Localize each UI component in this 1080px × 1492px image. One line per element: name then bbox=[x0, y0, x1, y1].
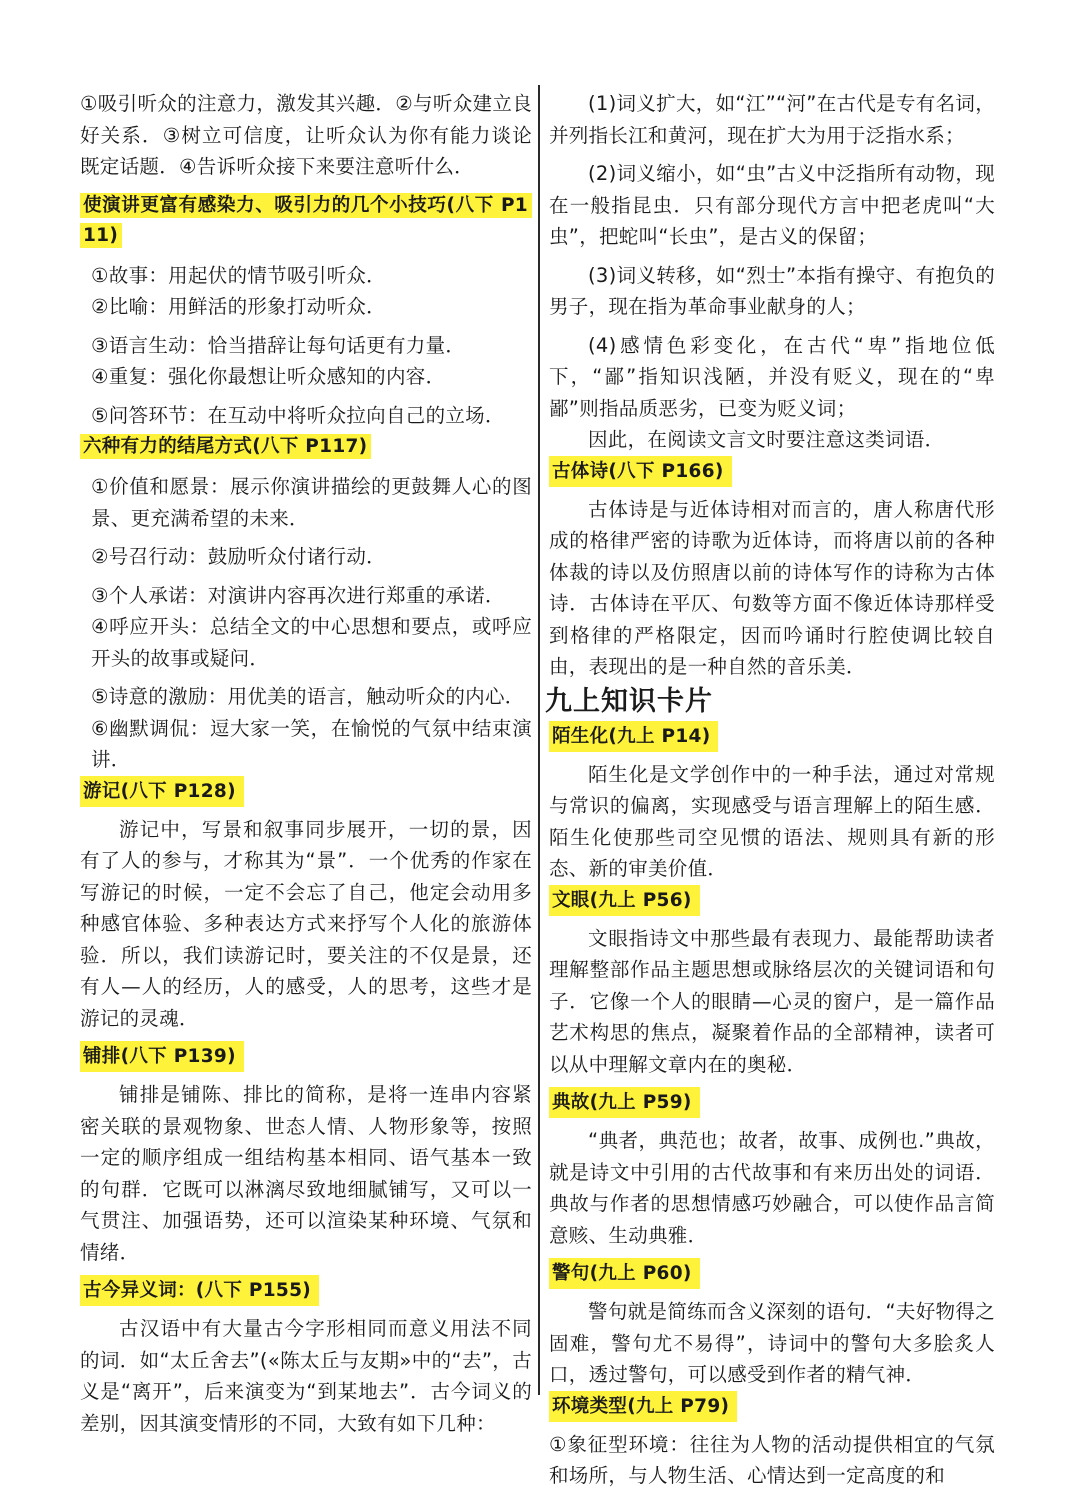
speech-opening-purposes: ①吸引听众的注意力，激发其兴趣．②与听众建立良好关系．③树立可信度，让听众认为你有能力谈论既定话题．④告诉听众接下来要注意听什么． bbox=[80, 92, 532, 178]
heading-gujin bbox=[80, 1275, 532, 1306]
column-divider bbox=[538, 85, 540, 1395]
list-item: ①故事：用起伏的情节吸引听众． bbox=[91, 263, 386, 287]
list-item: ⑤诗意的激励：用优美的语言，触动听众的内心． bbox=[91, 685, 525, 708]
heading-speech-skills bbox=[80, 190, 532, 250]
heading-wenyan bbox=[549, 885, 995, 916]
jingju-paragraph: 警句就是简练而含义深刻的语句．“夫好物得之固难，警句尤不易得”，诗词中的警句大多脍炙人口，透过警句，可以感受到作者的精气神． bbox=[549, 1300, 995, 1386]
speech-skills-list bbox=[80, 260, 532, 432]
heading-huanjing bbox=[549, 1391, 995, 1422]
heading-mosheng-text: 陌生化(九上 P14) bbox=[549, 721, 718, 752]
speech-endings-list bbox=[80, 471, 532, 776]
heading-huanjing-text: 环境类型(九上 P79) bbox=[549, 1391, 737, 1422]
word-meaning-shift: (3)词义转移，如“烈士”本指有操守、有抱负的男子，现在指为革命事业献身的人； bbox=[549, 263, 995, 318]
heading-diangu bbox=[549, 1087, 995, 1118]
gujin-paragraph: 古汉语中有大量古今字形相同而意义用法不同的词．如“太丘舍去”(«陈太丘与友期»中的“去”，古义是“离开”，后来演变为“到某地去”．古今词义的差别，因其演变情形的不同，大致有如下几种： bbox=[80, 1317, 532, 1435]
heading-wenyan-text: 文眼(九上 P56) bbox=[549, 885, 700, 916]
right-column bbox=[545, 88, 995, 1492]
mosheng-paragraph: 陌生化是文学创作中的一种手法，通过对常规与常识的偏离，实现感受与语言理解上的陌生感．陌生化使那些司空见惯的语法、规则具有新的形态、新的审美价值． bbox=[549, 762, 995, 880]
word-meaning-sentiment: (4)感情色彩变化，在古代“卑”指地位低下，“鄙”指知识浅陋，并没有贬义，现在的“卑鄙”则指品质恶劣，已变为贬义词； bbox=[549, 333, 995, 420]
heading-travel-notes-text: 游记(八下 P128) bbox=[80, 776, 244, 807]
heading-mosheng bbox=[549, 721, 995, 752]
heading-gujin-text: 古今异义词：(八下 P155) bbox=[80, 1275, 319, 1306]
heading-pupai bbox=[80, 1041, 532, 1072]
wenyan-paragraph: 文眼指诗文中那些最有表现力、最能帮助读者理解整部作品主题思想或脉络层次的关键词语和句子．它像一个人的眼睛—心灵的窗户，是一篇作品艺术构思的焦点，凝聚着作品的全部精神，读者可以从中理解文章内在的奥秘． bbox=[549, 926, 995, 1076]
heading-speech-skills-text: 使演讲更富有感染力、吸引力的几个小技巧(八下 P111) bbox=[80, 193, 532, 248]
list-item: ③语言生动：恰当措辞让每句话更有力量． bbox=[91, 333, 466, 357]
heading-jingju-text: 警句(九上 P60) bbox=[549, 1258, 700, 1289]
list-item: ②比喻：用鲜活的形象打动听众． bbox=[91, 295, 386, 318]
heading-jingju bbox=[549, 1258, 995, 1289]
heading-speech-endings bbox=[80, 431, 532, 461]
left-column bbox=[80, 88, 532, 1439]
list-item: ⑥幽默调侃：逗大家一笑，在愉悦的气氛中结束演讲． bbox=[91, 716, 532, 771]
heading-speech-endings-text: 六种有力的结尾方式(八下 P117) bbox=[80, 434, 371, 459]
list-item: ①价值和愿景：展示你演讲描绘的更鼓舞人心的图景、更充满希望的未来． bbox=[91, 475, 532, 530]
word-meaning-narrowing: (2)词义缩小，如“虫”古义中泛指所有动物，现在一般指昆虫．只有部分现代方言中把老虎叫“大虫”，把蛇叫“长虫”，是古义的保留； bbox=[549, 162, 995, 248]
heading-guti bbox=[549, 456, 995, 487]
huanjing-item-1: ①象征型环境：往往为人物的活动提供相宜的气氛和场所，与人物生活、心情达到一定高度的和 bbox=[549, 1432, 995, 1487]
word-meaning-conclusion: 因此，在阅读文言文时要注意这类词语． bbox=[588, 428, 945, 451]
heading-diangu-text: 典故(九上 P59) bbox=[549, 1087, 700, 1118]
heading-pupai-text: 铺排(八下 P139) bbox=[80, 1041, 244, 1072]
list-item: ③个人承诺：对演讲内容再次进行郑重的承诺． bbox=[91, 583, 505, 607]
list-item: ⑤问答环节：在互动中将听众拉向自己的立场． bbox=[91, 403, 505, 427]
list-item: ④呼应开头：总结全文的中心思想和要点，或呼应开头的故事或疑问． bbox=[91, 615, 532, 670]
travel-notes-paragraph: 游记中，写景和叙事同步展开，一切的景，因有了人的参与，才称其为“景”．一个优秀的作家在写游记的时候，一定不会忘了自己，他定会动用多种感官体验、多种表达方式来抒写个人化的旅游体验．所以，我们读游记时，要关注的不仅是景，还有人—人的经历，人的感受，人的思考，这些才是游记的灵魂． bbox=[80, 817, 532, 1030]
list-item: ②号召行动：鼓励听众付诸行动． bbox=[91, 545, 386, 568]
heading-travel-notes bbox=[80, 776, 532, 807]
pupai-paragraph: 铺排是铺陈、排比的简称，是将一连串内容紧密关联的景观物象、世态人情、人物形象等，按照一定的顺序组成一组结构基本相同、语气基本一致的句群．它既可以淋漓尽致地细腻铺写，又可以一气贯注、加强语势，还可以渲染某种环境、气氛和情绪． bbox=[80, 1083, 532, 1264]
list-item: ④重复：强化你最想让听众感知的内容． bbox=[91, 365, 446, 388]
heading-guti-text: 古体诗(八下 P166) bbox=[549, 456, 732, 487]
section-title: 九上知识卡片 bbox=[545, 685, 713, 717]
guti-paragraph: 古体诗是与近体诗相对而言的，唐人称唐代形成的格律严密的诗歌为近体诗，而将唐以前的各种体裁的诗以及仿照唐以前的诗体写作的诗称为古体诗．古体诗在平仄、句数等方面不像近体诗那样受到格律的严格限定，因而吟诵时行腔使调比较自由，表现出的是一种自然的音乐美． bbox=[549, 497, 995, 678]
word-meaning-expansion: (1)词义扩大，如“江”“河”在古代是专有名词，并列指长江和黄河，现在扩大为用于泛指水系； bbox=[549, 92, 995, 147]
diangu-paragraph: “典者，典范也；故者，故事、成例也.”典故，就是诗文中引用的古代故事和有来历出处的词语．典故与作者的思想情感巧妙融合，可以使作品言简意赅、生动典雅． bbox=[549, 1129, 995, 1247]
